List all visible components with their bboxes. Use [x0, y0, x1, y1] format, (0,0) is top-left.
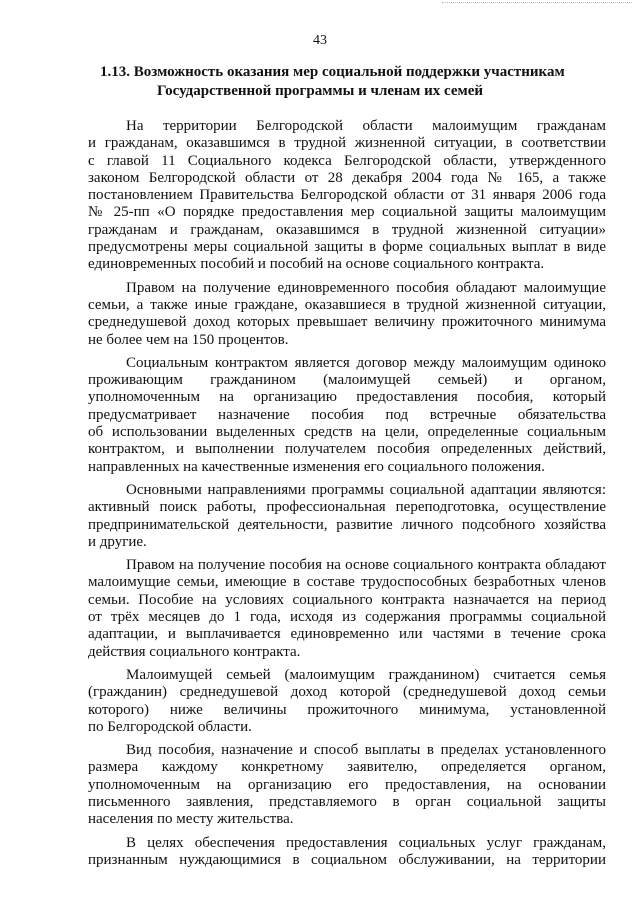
- text-line: Правом на получение единовременного пособия обладают малоимущие: [126, 279, 606, 296]
- text-line: признанным нуждающимися в социальном обслуживании, на территории: [88, 851, 606, 868]
- text-line: предусмотрены меры социальной защиты в форме социальных выплат в виде: [88, 239, 606, 256]
- text-line: № 25-пп «О порядке предоставления мер социальной защиты малоимущим: [88, 204, 606, 221]
- text-line: об использовании выделенных средств на цели, определенные социальным: [88, 424, 606, 441]
- text-line: населения по месту жительства.: [88, 811, 294, 828]
- text-line: предусматривает назначение пособия под встречные обязательства: [88, 406, 606, 423]
- text-line: постановлением Правительства Белгородской области от 31 января 2006 года: [88, 187, 606, 204]
- text-line: (гражданин) среднедушевой доход которой (среднедушевой доход семьи: [88, 684, 606, 701]
- text-line: На территории Белгородской области малоимущим гражданам: [126, 118, 606, 134]
- text-line: адаптации, и выплачивается единовременно или частями в течение срока: [88, 626, 606, 643]
- text-line: единовременных пособий и пособий на основе социального контракта.: [88, 256, 545, 273]
- text-line: письменного заявления, представляемого в орган социальной защиты: [88, 793, 606, 810]
- paragraph: [88, 557, 606, 661]
- text-line: размера каждому конкретному заявителю, определяется органом,: [88, 759, 606, 776]
- document-body: [88, 118, 606, 875]
- text-line: законом Белгородской области от 28 декабря 2004 года № 165, а также: [88, 169, 606, 186]
- text-line: среднедушевой доход которых превышает величину прожиточного минимума: [88, 314, 606, 331]
- text-line: уполномоченным на организацию его предоставления, на основании: [88, 776, 606, 793]
- text-line: не более чем на 150 процентов.: [88, 331, 289, 348]
- text-line: малоимущие семьи, имеющие в составе трудоспособных безработных членов: [88, 574, 606, 591]
- text-line: и гражданам, оказавшимся в трудной жизненной ситуации, в соответствии: [88, 135, 606, 152]
- text-line: с главой 11 Социального кодекса Белгородской области, утвержденного: [88, 152, 606, 169]
- text-line: семьи, а также иные граждане, оказавшиеся в трудной жизненной ситуации,: [88, 296, 606, 313]
- text-line: гражданам и гражданам, оказавшимся в трудной жизненной ситуации»: [88, 221, 606, 238]
- scan-artifact: [442, 2, 632, 6]
- text-line: действия социального контракта.: [88, 643, 301, 660]
- paragraph: [88, 742, 606, 828]
- text-line: активный поиск работы, профессиональная переподготовка, осуществление: [88, 499, 606, 516]
- text-line: от трёх месяцев до 1 года, исходя из содержания программы социальной: [88, 609, 606, 626]
- text-line: уполномоченным на организацию предоставления пособия, который: [88, 389, 606, 406]
- paragraph: [88, 835, 606, 870]
- text-line: по Белгородской области.: [88, 718, 252, 735]
- text-line: и другие.: [88, 533, 147, 550]
- text-line: Вид пособия, назначение и способ выплаты в пределах установленного: [126, 742, 606, 759]
- paragraph: [88, 280, 606, 349]
- paragraph: [88, 355, 606, 476]
- heading-line: Государственной программы и членам их семей: [156, 83, 484, 99]
- section-heading: [100, 63, 565, 101]
- text-line: которого) ниже величины прожиточного минимума, установленной: [88, 701, 606, 718]
- paragraph: [88, 118, 606, 274]
- text-line: Социальным контрактом является договор между малоимущим одиноко: [126, 354, 606, 371]
- text-line: Малоимущей семьей (малоимущим гражданином) считается семья: [126, 666, 606, 683]
- text-line: контрактом, и выполнении получателем пособия определенных действий,: [88, 441, 606, 458]
- text-line: семьи. Пособие на условиях социального контракта назначается на период: [88, 591, 606, 608]
- heading-line: 1.13. Возможность оказания мер социальной поддержки участникам: [100, 64, 565, 80]
- paragraph: [88, 667, 606, 736]
- paragraph: [88, 482, 606, 551]
- text-line: направленных на качественные изменения его социального положения.: [88, 458, 545, 475]
- text-line: проживающим гражданином (малоимущей семьей) и органом,: [88, 372, 606, 389]
- text-line: предпринимательской деятельности, развитие личного подсобного хозяйства: [88, 516, 606, 533]
- text-line: Основными направлениями программы социальной адаптации являются:: [126, 481, 606, 498]
- text-line: Правом на получение пособия на основе социального контракта обладают: [126, 557, 606, 574]
- page-number: 43: [313, 33, 327, 48]
- text-line: В целях обеспечения предоставления социальных услуг гражданам,: [126, 834, 606, 851]
